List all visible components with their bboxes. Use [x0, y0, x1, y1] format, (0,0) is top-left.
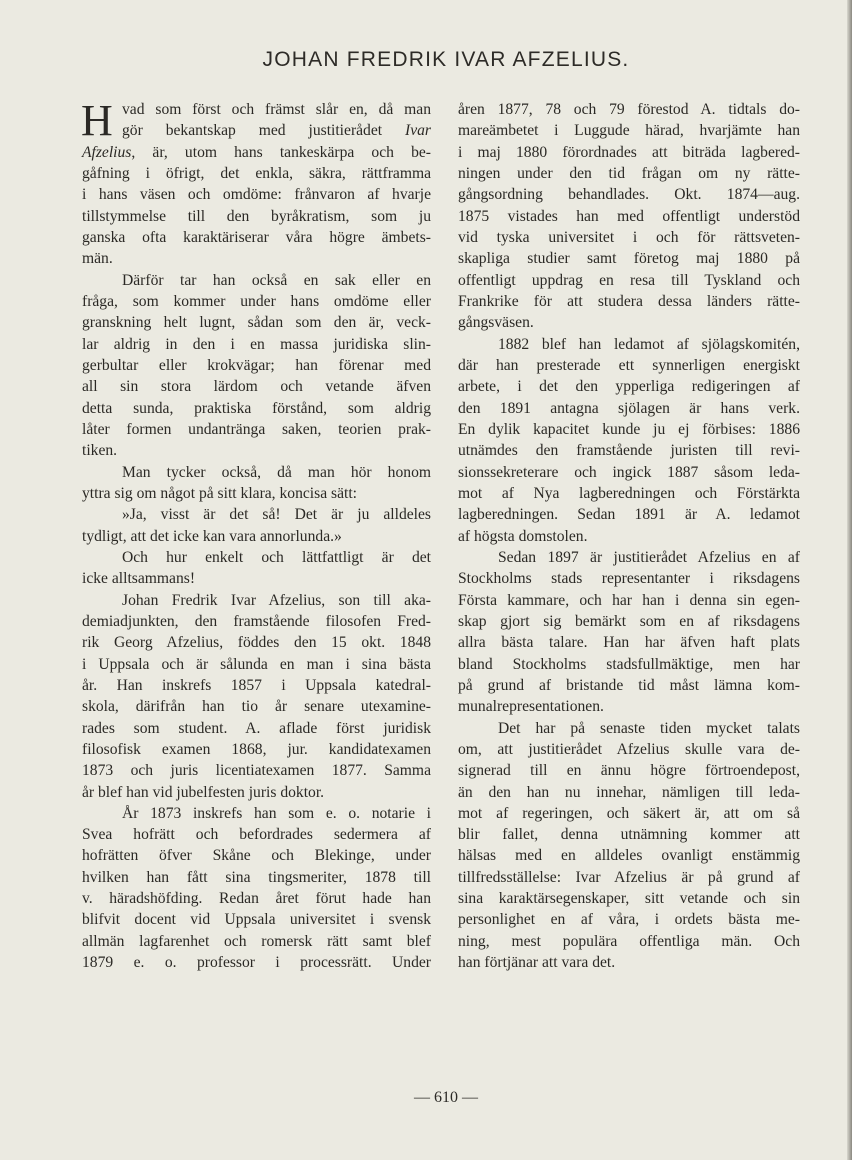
text-line: mot af Nya lagberedningen och Förstärkta: [458, 484, 800, 502]
text-line: arbete, i det den ypperliga redigeringen af: [458, 378, 800, 396]
left-column: [81, 96, 431, 973]
text-line: Svea hofrätt och befordrades sedermera af: [82, 826, 431, 844]
text-line: offentligt uppdrag en resa till Tyskland och: [458, 271, 800, 289]
text-line: gåfning i öfrigt, det enkla, säkra, rättframma: [82, 164, 431, 182]
text-line: än den han nu innehar, nämligen till leda-: [458, 783, 800, 801]
text-line: fråga, som kommer under hans omdöme eller: [82, 292, 431, 310]
text-line: rades som student. A. aflade först juridisk: [82, 719, 431, 737]
text-line: 1875 vistades han med offentligt understöd: [458, 207, 800, 225]
text-line: 1879 e. o. professor i processrätt. Under: [82, 954, 431, 972]
text-line: blir fallet, denna utnämning kommer att: [458, 826, 800, 844]
text-line: gångsväsen.: [458, 314, 534, 332]
text-line: han förtjänar att vara det.: [458, 954, 616, 972]
paragraph: [458, 718, 800, 974]
text-line: Första kammare, och har han i denna sin egen-: [458, 591, 800, 609]
text-line: granskning helt lugnt, sådan som den är, veck-: [82, 314, 431, 332]
text-line: tillstymmelse till den byråkratism, som ju: [82, 207, 431, 225]
page-edge-shadow: [847, 0, 852, 1160]
text-line: Det har på senaste tiden mycket talats: [498, 719, 800, 737]
text-line: mot af regeringen, och säkert är, att om så: [458, 804, 800, 822]
text-line: detta sunda, praktiska förstånd, som aldrig: [82, 399, 431, 417]
text-line: lagberedningen. Sedan 1891 är A. ledamot: [458, 506, 800, 524]
text-line: ningen under den tid frågan om ny rätte-: [458, 164, 800, 182]
text-line: män.: [82, 250, 113, 268]
text-line: hofrätten öfver Skåne och Blekinge, under: [82, 847, 431, 865]
text-line: vad som först och främst slår en, då man: [122, 101, 431, 118]
paragraph: [82, 462, 431, 505]
text-line: hälsas med en alldeles ovanligt enstämmig: [458, 847, 800, 865]
text-line: [82, 120, 431, 141]
text-line: där han presterade ett synnerligen energiskt: [458, 356, 800, 374]
text-line: Man tycker också, då man hör honom: [122, 463, 431, 481]
text-line: v. häradshöfding. Redan året förut hade han: [82, 890, 431, 908]
text-line: skola, därifrån han tio år senare utexamine-: [82, 698, 431, 716]
text-line: signerad till en ännu högre förtroendepost,: [458, 762, 800, 780]
text-line: tiken.: [82, 442, 118, 460]
text-line: 1882 blef han ledamot af sjölagskomitén,: [498, 335, 800, 353]
text-line: om, att justitierådet Afzelius skulle vara de-: [458, 740, 800, 758]
text-line: tydligt, att det icke kan vara annorlunda.»: [82, 527, 342, 545]
text-line: ganska ofta karaktäriserar våra högre ämbets-: [82, 228, 431, 246]
text-line: vid tyska universitet i och för rättsveten-: [458, 228, 800, 246]
page-title: JOHAN FREDRIK IVAR AFZELIUS.: [262, 48, 630, 71]
paragraph: [82, 504, 431, 547]
text-line: skapliga studier samt företog maj 1880 på: [458, 250, 800, 268]
text-line: bland Stockholms stadsfullmäktige, men har: [458, 655, 800, 673]
text-line: yttra sig om något på sitt klara, koncisa sätt:: [82, 484, 357, 502]
right-column: [458, 99, 800, 973]
text-line: 1873 och juris licentiatexamen 1877. Samma: [82, 762, 431, 780]
paragraph: [458, 334, 800, 547]
text-line: skap gjort sig bemärkt som en af riksdagens: [458, 612, 800, 630]
text-line: Stockholms stads representanter i riksdagens: [458, 570, 800, 588]
text-line: personlighet en af våra, i ordets bästa me-: [458, 911, 800, 929]
paragraph: [82, 803, 431, 974]
text-segment: , är, utom hans tankeskärpa och be-: [131, 143, 431, 161]
text-line: gångsordning behandlades. Okt. 1874—aug.: [458, 186, 800, 204]
text-line: lar aldrig in den i en massa juridiska slin-: [82, 335, 431, 353]
text-line: rik Georg Afzelius, föddes den 15 okt. 1848: [82, 634, 431, 652]
text-line: munalrepresentationen.: [458, 698, 604, 716]
text-line: sionssekreterare och ingick 1887 såsom leda-: [458, 463, 800, 481]
text-line: Sedan 1897 är justitierådet Afzelius en af: [498, 548, 800, 566]
text-line: låter formen undantränga saken, teorien prak-: [82, 420, 431, 438]
text-line: Johan Fredrik Ivar Afzelius, son till aka-: [122, 591, 431, 609]
text-line: filosofisk examen 1868, jur. kandidatexamen: [82, 740, 431, 758]
page-number: — 610 —: [414, 1089, 478, 1106]
text-line: år. Han inskrefs 1857 i Uppsala katedral-: [82, 676, 431, 694]
text-line: af högsta domstolen.: [458, 527, 588, 545]
text-line: sina karaktärsegenskaper, sitt vetande och sin: [458, 890, 800, 908]
drop-cap: H: [81, 96, 113, 145]
text-line: icke alltsammans!: [82, 570, 196, 588]
paragraph: [458, 99, 800, 334]
text-line: demiadjunkten, den framstående filosofen Fred-: [82, 612, 431, 630]
text-segment: gör bekantskap med justitierådet: [122, 122, 406, 140]
text-line: år blef han vid jubelfesten juris doktor.: [82, 783, 325, 801]
text-line: gerbultar eller krokvägar; han förenar med: [82, 356, 431, 374]
text-line: den 1891 antagna sjölagen är hans verk.: [458, 399, 800, 417]
paragraph: [81, 96, 431, 270]
text-line: hvilken han fått sina tingsmeriter, 1878 till: [82, 868, 431, 886]
text-line: ning, mest populära offentliga män. Och: [458, 932, 800, 950]
paragraph: [82, 270, 431, 462]
text-line: [82, 142, 431, 163]
text-line: utnämdes den framstående juristen till revi-: [458, 442, 800, 460]
text-line: allmän lagfarenhet och romersk rätt samt blef: [82, 932, 431, 950]
text-line: på grund af bristande tid måst lämna kom-: [458, 676, 800, 694]
paragraph: [82, 590, 431, 803]
text-line: mareämbetet i Luggude härad, hvarjämte han: [458, 122, 800, 140]
text-line: åren 1877, 78 och 79 förestod A. tidtals do-: [458, 101, 800, 118]
text-line: blifvit docent vid Uppsala universitet i svensk: [82, 911, 431, 929]
text-line: »Ja, visst är det så! Det är ju alldeles: [122, 506, 431, 524]
text-line: i maj 1880 förordnades att biträda lagbered-: [458, 143, 800, 161]
text-line: tillfredsställelse: Ivar Afzelius är på grund af: [458, 868, 800, 886]
text-line: allra bästa talare. Han har äfven haft plats: [458, 634, 800, 652]
italic-name: Afzelius: [82, 143, 132, 161]
text-line: År 1873 inskrefs han som e. o. notarie i: [122, 804, 431, 822]
text-line: all sin stora lärdom och vetande äfven: [82, 378, 431, 396]
text-line: En dylik kapacitet kunde ju ej förbises: 1886: [458, 420, 800, 438]
paragraph: [82, 547, 431, 590]
text-line: Därför tar han också en sak eller en: [122, 271, 431, 289]
italic-name: Ivar: [405, 122, 431, 140]
text-line: i Uppsala och är sålunda en man i sina bästa: [82, 655, 431, 673]
text-line: Frankrike för att studera dessa länders rätte-: [458, 292, 800, 310]
text-line: i hans väsen och omdöme: frånvaron af hvarje: [82, 186, 431, 204]
text-line: Och hur enkelt och lättfattligt är det: [122, 548, 431, 566]
paragraph: [458, 547, 800, 718]
